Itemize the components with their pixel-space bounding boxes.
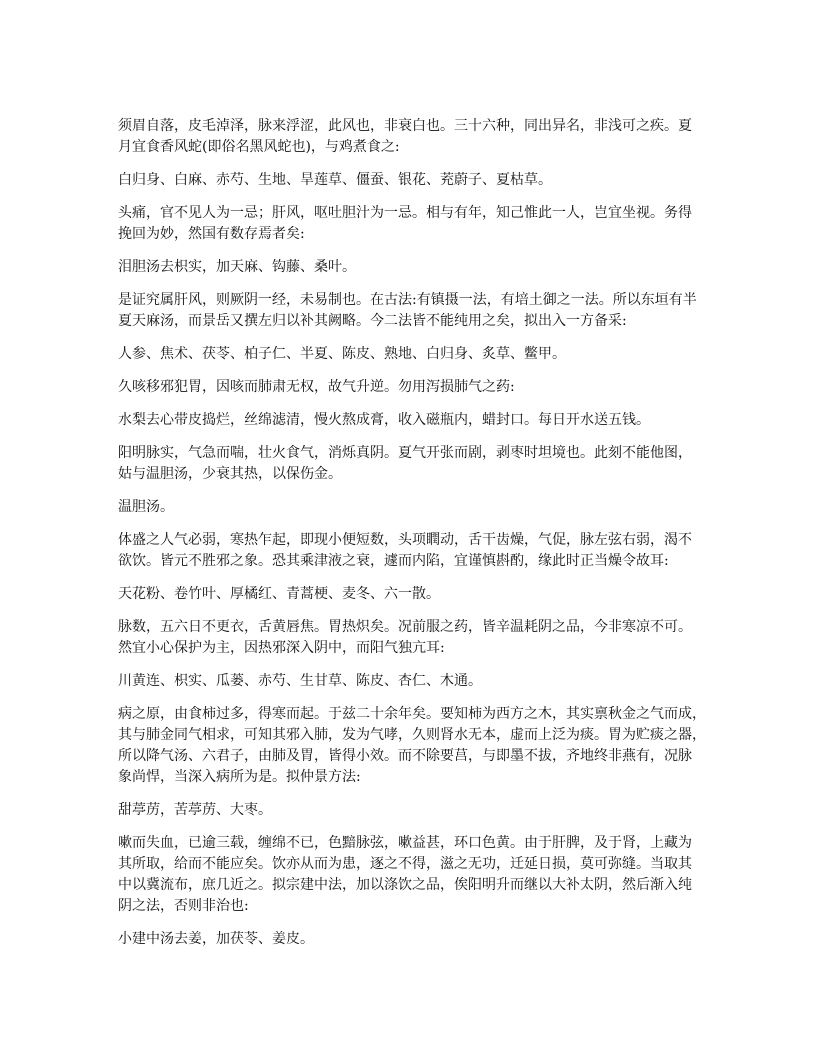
text-line: 头痛，官不见人为一忌；肝风，呕吐胆汁为一忌。相与有年，知己惟此一人，岂宜坐视。务得 xyxy=(118,205,692,221)
paragraph xyxy=(118,704,708,788)
paragraph xyxy=(118,290,708,332)
text-line: 所以降气汤、六君子，由肺及胃，皆得小效。而不除要莒，与即墨不拔，齐地终非燕有，况脉 xyxy=(118,748,692,764)
paragraph xyxy=(118,257,708,278)
text-line: 病之原，由食柿过多，得寒而起。于兹二十余年矣。要知柿为西方之木，其实禀秋金之气而成， xyxy=(118,706,706,722)
text-line: 月宜食香风蛇(即俗名黑风蛇也)，与鸡煮食之: xyxy=(118,139,400,155)
text-line: 温胆汤。 xyxy=(118,499,174,515)
text-line: 水梨去心带皮捣烂，丝绵滤清，慢火熬成膏，收入磁瓶内，蜡封口。每日开水送五钱。 xyxy=(118,412,650,428)
paragraph xyxy=(118,344,708,365)
document-body xyxy=(118,116,708,962)
text-line: 甜葶苈，苦葶苈、大枣。 xyxy=(118,802,272,818)
text-line: 中以冀流布，庶几近之。拟宗建中法，加以涤饮之品，俟阳明升而继以大补太阴，然后渐入纯 xyxy=(118,877,692,893)
paragraph xyxy=(118,203,708,245)
paragraph xyxy=(118,377,708,398)
text-line: 是证究属肝风，则厥阴一经，未易制也。在古法:有镇摄一法，有培土御之一法。所以东垣有半 xyxy=(118,292,697,308)
paragraph xyxy=(118,497,708,518)
text-line: 脉数，五六日不更衣，舌黄唇焦。胃热炽矣。况前服之药，皆辛温耗阴之品，今非寒凉不可。 xyxy=(118,619,692,635)
text-line: 其与肺金同气相求，可知其邪入肺，发为气哮，久则肾水无本，虚而上泛为痰。胃为贮痰之器， xyxy=(118,727,706,743)
text-line: 欲饮。皆元不胜邪之象。恐其乘津液之衰，遽而内陷，宜谨慎斟酌，缘此时正当燥令故耳: xyxy=(118,553,669,569)
paragraph xyxy=(118,800,708,821)
text-line: 小建中汤去姜，加茯苓、姜皮。 xyxy=(118,931,314,947)
paragraph xyxy=(118,833,708,917)
text-line: 人参、焦术、茯苓、柏子仁、半夏、陈皮、熟地、白归身、炙草、鳖甲。 xyxy=(118,346,566,362)
paragraph xyxy=(118,116,708,158)
text-line: 须眉自落，皮毛淖泽，脉来浮涩，此风也，非衰白也。三十六种，同出异名，非浅可之疾。夏 xyxy=(118,118,692,134)
paragraph xyxy=(118,671,708,692)
text-line: 阳明脉实，气急而喘，壮火食气，消烁真阴。夏气开张而剧，剥枣时坦境也。此刻不能他图， xyxy=(118,445,692,461)
text-line: 姑与温胆汤，少衰其热，以保伤金。 xyxy=(118,466,342,482)
text-line: 泪胆汤去枳实，加天麻、钩藤、桑叶。 xyxy=(118,259,356,275)
paragraph xyxy=(118,410,708,431)
paragraph xyxy=(118,443,708,485)
text-line: 其所取，给而不能应矣。饮亦从而为患，逐之不得，滋之无功，迁延日损，莫可弥缝。当取其 xyxy=(118,856,692,872)
paragraph xyxy=(118,530,708,572)
text-line: 天花粉、卷竹叶、厚橘红、青蒿梗、麦冬、六一散。 xyxy=(118,586,440,602)
text-line: 川黄连、枳实、瓜蒌、赤芍、生甘草、陈皮、杏仁、木通。 xyxy=(118,673,482,689)
paragraph xyxy=(118,170,708,191)
text-line: 然宜小心保护为主，因热邪深入阴中，而阳气独亢耳: xyxy=(118,640,445,656)
paragraph xyxy=(118,617,708,659)
text-line: 嗽而失血，已逾三载，缠绵不已，色黯脉弦，嗽益甚，环口色黄。由于肝脾，及于肾，上藏为 xyxy=(118,835,692,851)
text-line: 象尚悍，当深入病所为是。拟仲景方法: xyxy=(118,769,361,785)
text-line: 白归身、白麻、赤芍、生地、旱莲草、僵蚕、银花、茺蔚子、夏枯草。 xyxy=(118,172,552,188)
text-line: 体盛之人气必弱，寒热乍起，即现小便短数，头项瞤动，舌干齿燥，气促，脉左弦右弱，渴不 xyxy=(118,532,692,548)
text-line: 久咳移邪犯胃，因咳而肺肃无权，故气升逆。勿用泻损肺气之药: xyxy=(118,379,515,395)
text-line: 阴之法，否则非治也: xyxy=(118,898,249,914)
paragraph xyxy=(118,584,708,605)
text-line: 挽回为妙，然国有数存焉者矣: xyxy=(118,226,305,242)
text-line: 夏天麻汤，而景岳又撰左归以补其阙略。今二法皆不能纯用之矣，拟出入一方备采: xyxy=(118,313,627,329)
paragraph xyxy=(118,929,708,950)
